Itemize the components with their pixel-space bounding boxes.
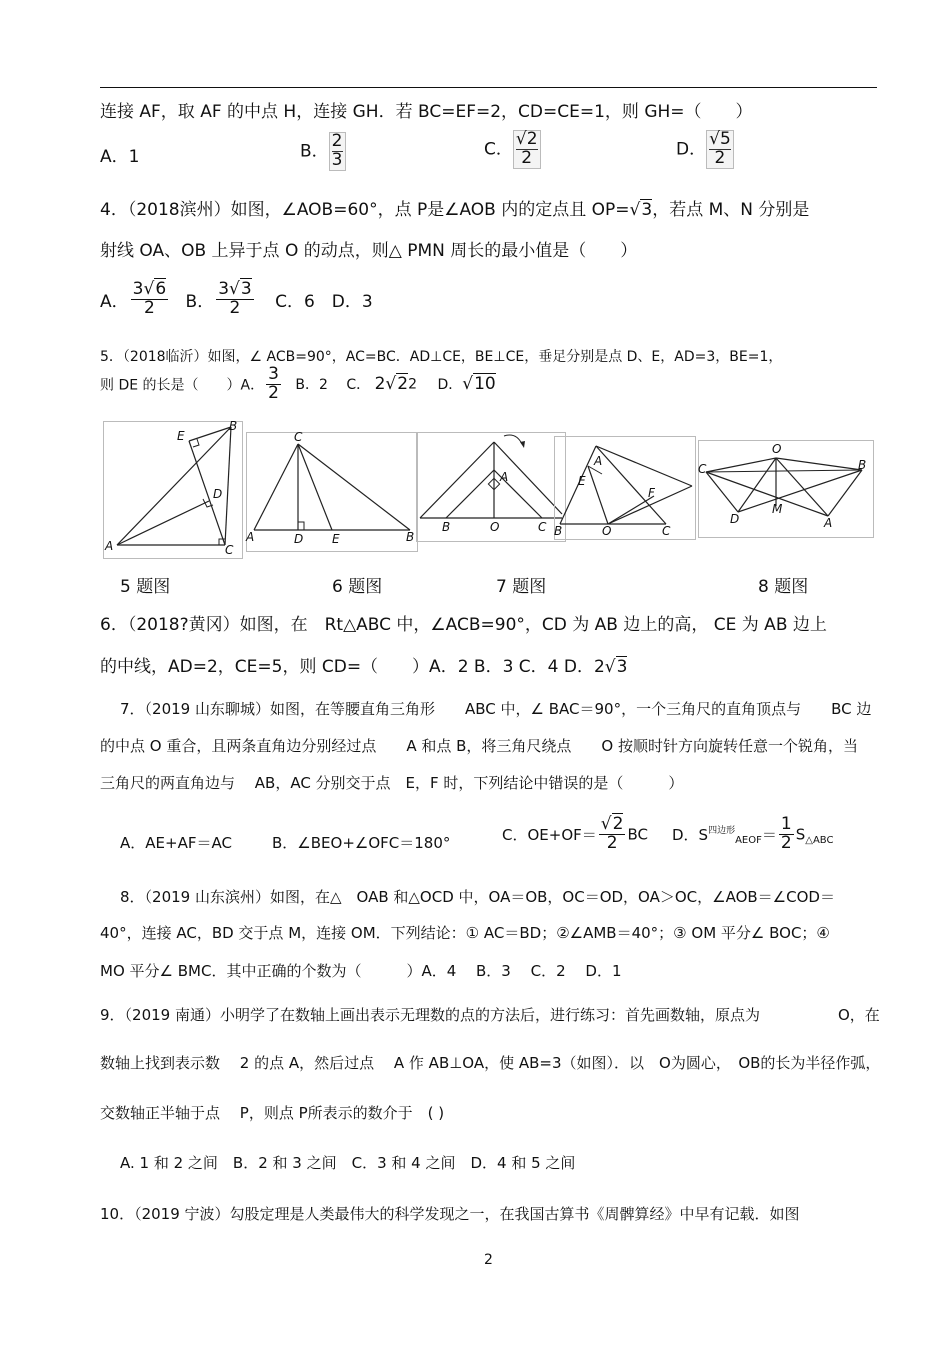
- fig9-label-o: O: [772, 442, 782, 456]
- fig8-label-b: B: [554, 524, 563, 538]
- top-rule: [100, 87, 877, 88]
- fig5-label-d: D: [213, 487, 223, 501]
- q9-line2: 数轴上找到表示数 2 的点 A，然后过点 A 作 AB⊥OA，使 AB=3（如图）．以 O为圆心， OB的长为半径作弧，: [100, 1054, 881, 1072]
- q7-line3: 三角尺的两直角边与 AB，AC 分别交于点 E，F 时，下列结论中错误的是（ ）: [100, 774, 684, 792]
- q7-line2: 的中点 O 重合，且两条直角边分别经过点 A 和点 B，将三角尺绕点 O 按顺时针方向旋转任意一个锐角，当: [100, 737, 859, 755]
- fig7-label-o: O: [490, 520, 500, 534]
- q9-options: A. 1 和 2 之间 B．2 和 3 之间 C．3 和 4 之间 D．4 和 5 之间: [120, 1154, 576, 1172]
- fig8-label-f: F: [648, 486, 655, 500]
- fig7-label-b: B: [442, 520, 451, 534]
- q7-line1: 7．（2019 山东聊城）如图，在等腰直角三角形 ABC 中，∠ BAC＝90°，一个三角尺的直角顶点与 BC 边: [120, 700, 872, 718]
- fig7-label-a: A: [500, 470, 509, 484]
- fig8-label-a: A: [594, 454, 603, 468]
- q3-option-c: C． $\frac{√2}{2}$: [484, 130, 541, 169]
- fig9-label-m: M: [772, 502, 783, 516]
- fig9-label-a: A: [824, 516, 833, 530]
- q3-option-a: A．1: [100, 147, 140, 167]
- fig5-label-e: E: [177, 429, 185, 443]
- q4-line2: 射线 OA、OB 上异于点 O 的动点，则△ PMN 周长的最小值是（ ）: [100, 241, 638, 261]
- figure-9: [698, 440, 874, 538]
- q3-option-b: B． $\frac{2}{3}$: [300, 132, 346, 171]
- figure-8: [554, 436, 696, 540]
- fig6-label-e: E: [332, 532, 340, 546]
- caption-fig5: 5 题图: [120, 577, 171, 597]
- fig9-label-c: C: [698, 462, 707, 476]
- fig5-label-b: B: [229, 419, 238, 433]
- fig9-label-b: B: [858, 458, 867, 472]
- q8-line2: 40°，连接 AC，BD 交于点 M，连接 OM．下列结论：① AC＝BD；②∠AMB＝40°；③ OM 平分∠ BOC；④: [100, 924, 830, 942]
- fig8-label-e: E: [578, 474, 586, 488]
- q7-option-a: A．AE+AF＝AC: [120, 834, 232, 852]
- fig6-label-b: B: [406, 530, 415, 544]
- fig7-label-c: C: [538, 520, 547, 534]
- q7-option-b: B．∠BEO+∠OFC＝180°: [272, 834, 451, 852]
- q6-line1: 6．（2018?黄冈）如图，在 Rt△ABC 中，∠ACB=90°，CD 为 AB 边上的高， CE 为 AB 边上: [100, 615, 827, 635]
- q5-line1: 5．（2018临沂）如图，∠ ACB=90°，AC=BC．AD⊥CE，BE⊥CE，垂足分别是点 D、E，AD=3，BE=1，: [100, 349, 783, 365]
- figure-6: [246, 432, 418, 552]
- fig6-label-c: C: [294, 430, 303, 444]
- fig9-label-d: D: [730, 512, 740, 526]
- q5-line2: 则 DE 的长是（ ）A． $\frac{3}{2}$ B．2 C． 2√22 D．√10: [100, 364, 496, 403]
- q10-line1: 10．（2019 宁波）勾股定理是人类最伟大的科学发现之一，在我国古算书《周髀算经》中早有记载．如图: [100, 1205, 800, 1223]
- q3-stem: 连接 AF，取 AF 的中点 H，连接 GH．若 BC=EF=2，CD=CE=1，则 GH=（ ）: [100, 102, 753, 122]
- caption-fig8: 8 题图: [758, 577, 809, 597]
- q8-line1: 8．（2019 山东滨州）如图，在△ OAB 和△OCD 中，OA＝OB，OC＝OD，OA＞OC，∠AOB＝∠COD＝: [120, 888, 835, 906]
- fig5-label-c: C: [225, 543, 234, 557]
- q3-option-d: D． $\frac{√5}{2}$: [676, 130, 734, 169]
- q8-line3: MO 平分∠ BMC．其中正确的个数为（ ）A．4 B．3 C．2 D．1: [100, 962, 622, 980]
- fig5-label-a: A: [105, 539, 114, 553]
- q6-line2: 的中线，AD=2，CE=5，则 CD=（ ）A．2 B．3 C．4 D．2√3: [100, 657, 628, 677]
- caption-fig7: 7 题图: [496, 577, 547, 597]
- fig8-label-c: C: [662, 524, 671, 538]
- fig6-label-d: D: [294, 532, 304, 546]
- q9-line1: 9．（2019 南通）小明学了在数轴上画出表示无理数的点的方法后，进行练习：首先画数轴，原点为: [100, 1006, 760, 1024]
- q4-options: A． $\frac{3√6}{2}$ B． $\frac{3√3}{2}$ C．6 D．3: [100, 279, 373, 318]
- page-number: 2: [484, 1252, 493, 1268]
- q9-line3: 交数轴正半轴于点 P，则点 P所表示的数介于 ( ): [100, 1104, 445, 1122]
- q4-line1: 4．（2018滨州）如图，∠AOB=60°，点 P是∠AOB 内的定点且 OP=√3，若点 M、N 分别是: [100, 200, 810, 220]
- q7-option-c: C．OE+OF＝ $\frac{√2}{2}$ BC: [502, 814, 648, 853]
- q7-option-d: D．$S^{四边形}_{AEOF}=$ $\frac{1}{2}$ $S_{\triangle ABC}$: [672, 814, 834, 853]
- figure-5: [103, 421, 243, 559]
- figure-7: [416, 432, 566, 542]
- caption-fig6: 6 题图: [332, 577, 383, 597]
- q9-line1-end: O，在: [838, 1006, 880, 1024]
- fig8-label-o: O: [602, 524, 612, 538]
- fig6-label-a: A: [246, 530, 255, 544]
